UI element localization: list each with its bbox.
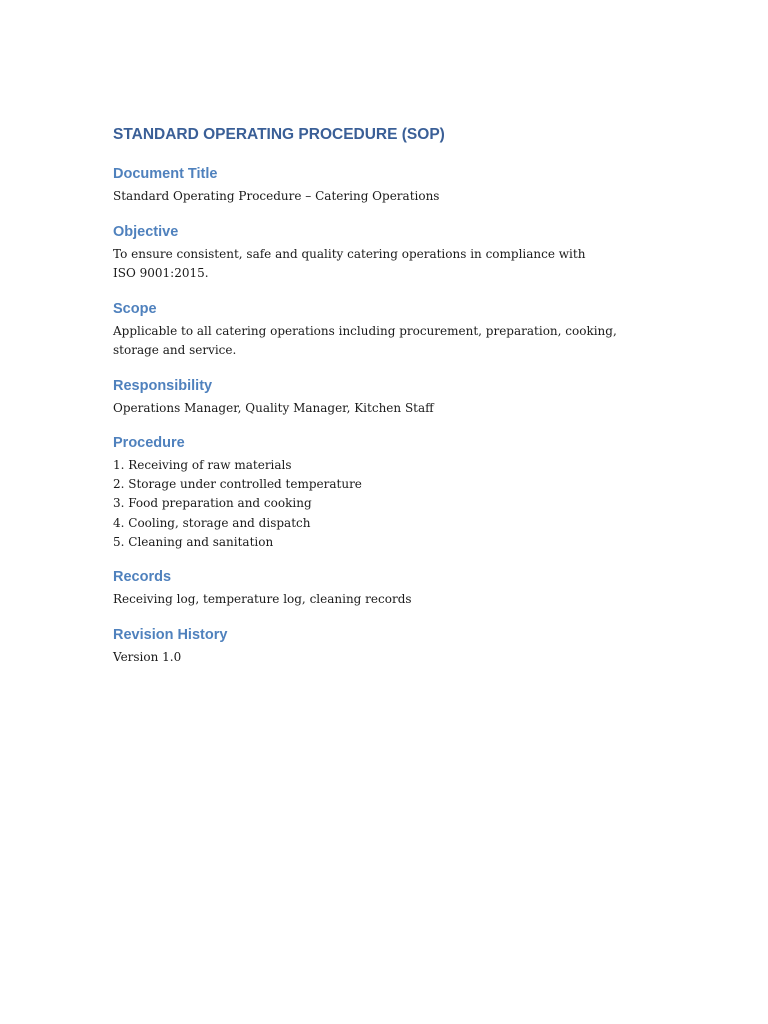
section-body: Standard Operating Procedure – Catering Operations xyxy=(113,189,440,203)
procedure-step: 4. Cooling, storage and dispatch xyxy=(113,515,311,530)
section-heading: Scope xyxy=(113,300,157,317)
section-heading: Procedure xyxy=(113,435,185,451)
procedure-step: 3. Food preparation and cooking xyxy=(113,496,312,511)
section-heading: Responsibility xyxy=(113,377,213,394)
section-objective xyxy=(113,222,658,284)
section-revision-history xyxy=(113,625,658,668)
section-body: To ensure consistent, safe and quality catering operations in compliance with ISO 9001:2015. xyxy=(113,246,586,280)
section-heading: Document Title xyxy=(113,166,218,182)
section-responsibility xyxy=(113,376,658,419)
procedure-step: 2. Storage under controlled temperature xyxy=(113,477,362,492)
section-heading: Objective xyxy=(113,223,179,240)
section-records xyxy=(113,567,658,610)
procedure-step: 1. Receiving of raw materials xyxy=(113,458,292,472)
section-procedure xyxy=(113,433,658,552)
document-page xyxy=(113,124,658,682)
procedure-steps-list xyxy=(113,456,658,552)
section-body: Operations Manager, Quality Manager, Kitchen Staff xyxy=(113,400,434,415)
section-body: Version 1.0 xyxy=(113,649,182,664)
section-heading: Records xyxy=(113,569,172,586)
section-body: Receiving log, temperature log, cleaning records xyxy=(113,592,412,607)
procedure-step: 5. Cleaning and sanitation xyxy=(113,534,274,549)
document-main-title: STANDARD OPERATING PROCEDURE (SOP) xyxy=(113,126,445,143)
section-heading: Revision History xyxy=(113,626,228,643)
section-document-title xyxy=(113,164,658,207)
section-scope xyxy=(113,299,658,361)
section-body: Applicable to all catering operations including procurement, preparation, cooking, storage and service. xyxy=(113,323,617,357)
